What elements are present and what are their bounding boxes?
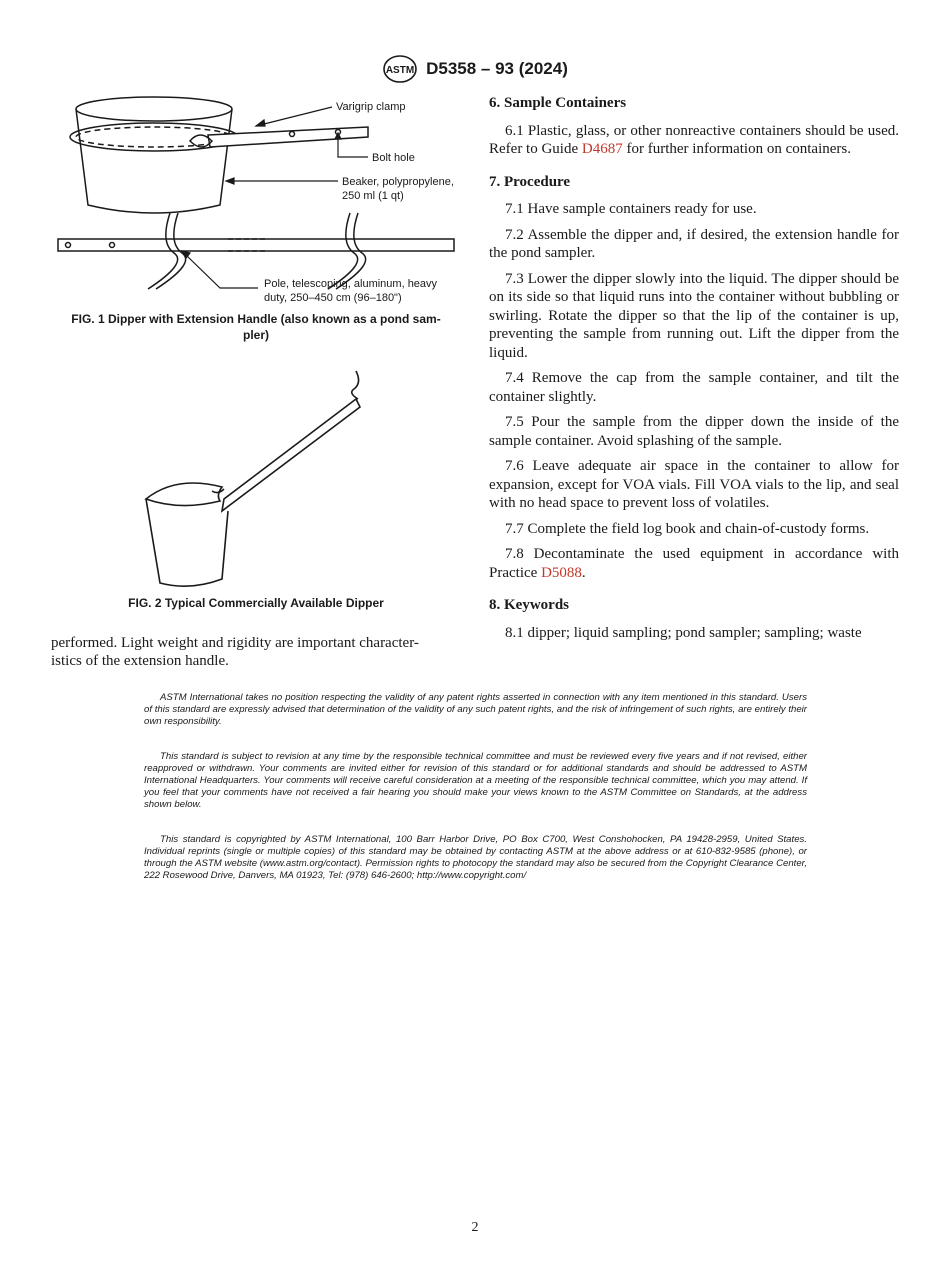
left-column-text [51,634,461,670]
document-designation: D5358 – 93 (2024) [426,59,568,78]
paragraph-7-3: 7.3 Lower the dipper slowly into the liquid. The dipper should be on its side so that liquid runs into the container without bubbling or swirling. Rotate the dipper so that the lip of the container is up, preventing the sample from running out. Lift the dipper from the liquid. [489,270,899,361]
section-7 [489,173,899,583]
footnotes [144,692,807,904]
figure-1-caption-line-1: FIG. 1 Dipper with Extension Handle (also known as a pond sam- [71,312,441,326]
page-number: 2 [471,1220,479,1235]
paragraph-6-1-text-end: for further information on containers. [622,141,851,157]
paragraph-6-1-text: 6.1 Plastic, glass, or other nonreactive containers should be used. Refer to Guide [489,122,899,157]
figure-1-caption [51,311,461,343]
label-varigrip-clamp: Varigrip clamp [336,101,406,113]
figure-1-dipper-with-extension-handle [50,95,470,310]
paragraph-7-1: 7.1 Have sample containers ready for use. [505,201,757,217]
paragraph-7-4: 7.4 Remove the cap from the sample container, and tilt the container slightly. [489,370,899,405]
paragraph-7-5: 7.5 Pour the sample from the dipper down the inside of the sample container. Avoid splashing of the sample. [489,414,899,449]
figure-2-commercial-dipper [130,365,390,590]
footnote-revision: This standard is subject to revision at any time by the responsible technical committee and must be reviewed every five years and if not revised, either reapproved or withdrawn. Your comments are invited either for revision of this standard or for additional standards and should be addressed to ASTM International Headquarters. Your comments will receive careful consideration at a meeting of the responsible technical committee, which you may attend. If you feel that your comments have not received a fair hearing you should make your views known to the ASTM Committee on Standards, at the address shown below. [144,750,807,811]
paragraph-7-8-text: 7.8 Decontaminate the used equipment in accordance with Practice [489,546,899,581]
clamp-handle-illustration [190,127,368,147]
left-text-line-2: istics of the extension handle. [51,653,229,669]
astm-logo [382,54,418,84]
paragraph-7-7: 7.7 Complete the field log book and chain-of-custody forms. [505,520,870,537]
left-text-line-1: performed. Light weight and rigidity are important character- [51,635,419,651]
right-column [489,94,899,656]
paragraph-7-2: 7.2 Assemble the dipper and, if desired, the extension handle for the pond sampler. [489,226,899,261]
dipper-illustration [146,371,360,586]
section-6-heading: 6. Sample Containers [489,95,627,111]
label-bolt-hole: Bolt hole [372,152,415,164]
footnote-patent: ASTM International takes no position respecting the validity of any patent rights asserted in connection with any item mentioned in this standard. Users of this standard are expressly advised that determination of the validity of any such patent rights, and the risk of infringement of such rights, are entirely their own responsibility. [144,692,807,728]
paragraph-6-1 [489,122,899,159]
figure-1-caption-line-2: pler) [242,328,269,342]
section-8-heading: 8. Keywords [489,597,569,613]
reference-link-d4687[interactable]: D4687 [581,141,623,157]
label-pole-line-2: duty, 250–450 cm (96–180") [264,292,402,304]
page-header [0,52,950,86]
figure-2-caption: FIG. 2 Typical Commercially Available Dipper [128,596,384,610]
label-beaker-line-2: 250 ml (1 qt) [342,190,404,202]
section-7-heading: 7. Procedure [489,173,571,190]
label-beaker-line-1: Beaker, polypropylene, [342,176,454,188]
paragraph-7-6: 7.6 Leave adequate air space in the container to allow for expansion, except for VOA vials. Fill VOA vials to the lip, and seal with no head space to prevent loss of volatiles. [489,458,899,511]
section-6 [489,94,899,159]
label-pole-line-1: Pole, telescoping, aluminum, heavy [264,278,438,290]
paragraph-7-8 [489,545,899,582]
beaker-illustration [70,97,238,213]
section-8 [489,596,899,642]
footnote-copyright: This standard is copyrighted by ASTM International, 100 Barr Harbor Drive, PO Box C700, West Conshohocken, PA 19428-2959, United States. Individual reprints (single or multiple copies) of this standard may be obtained by contacting ASTM at the above address or at 610-832-9585 (phone), or through the ASTM website (www.astm.org/contact). Permission rights to photocopy the standard may also be secured from the Copyright Clearance Center, 222 Rosewood Drive, Danvers, MA 01923, Tel: (978) 646-2600; http://www.copyright.com/ [144,833,807,882]
paragraph-7-8-text-end: . [581,564,586,581]
reference-link-d5088[interactable]: D5088 [541,564,582,581]
astm-logo-text: ASTM [385,65,415,76]
paragraph-8-1: 8.1 dipper; liquid sampling; pond sampler; sampling; waste [505,624,862,641]
